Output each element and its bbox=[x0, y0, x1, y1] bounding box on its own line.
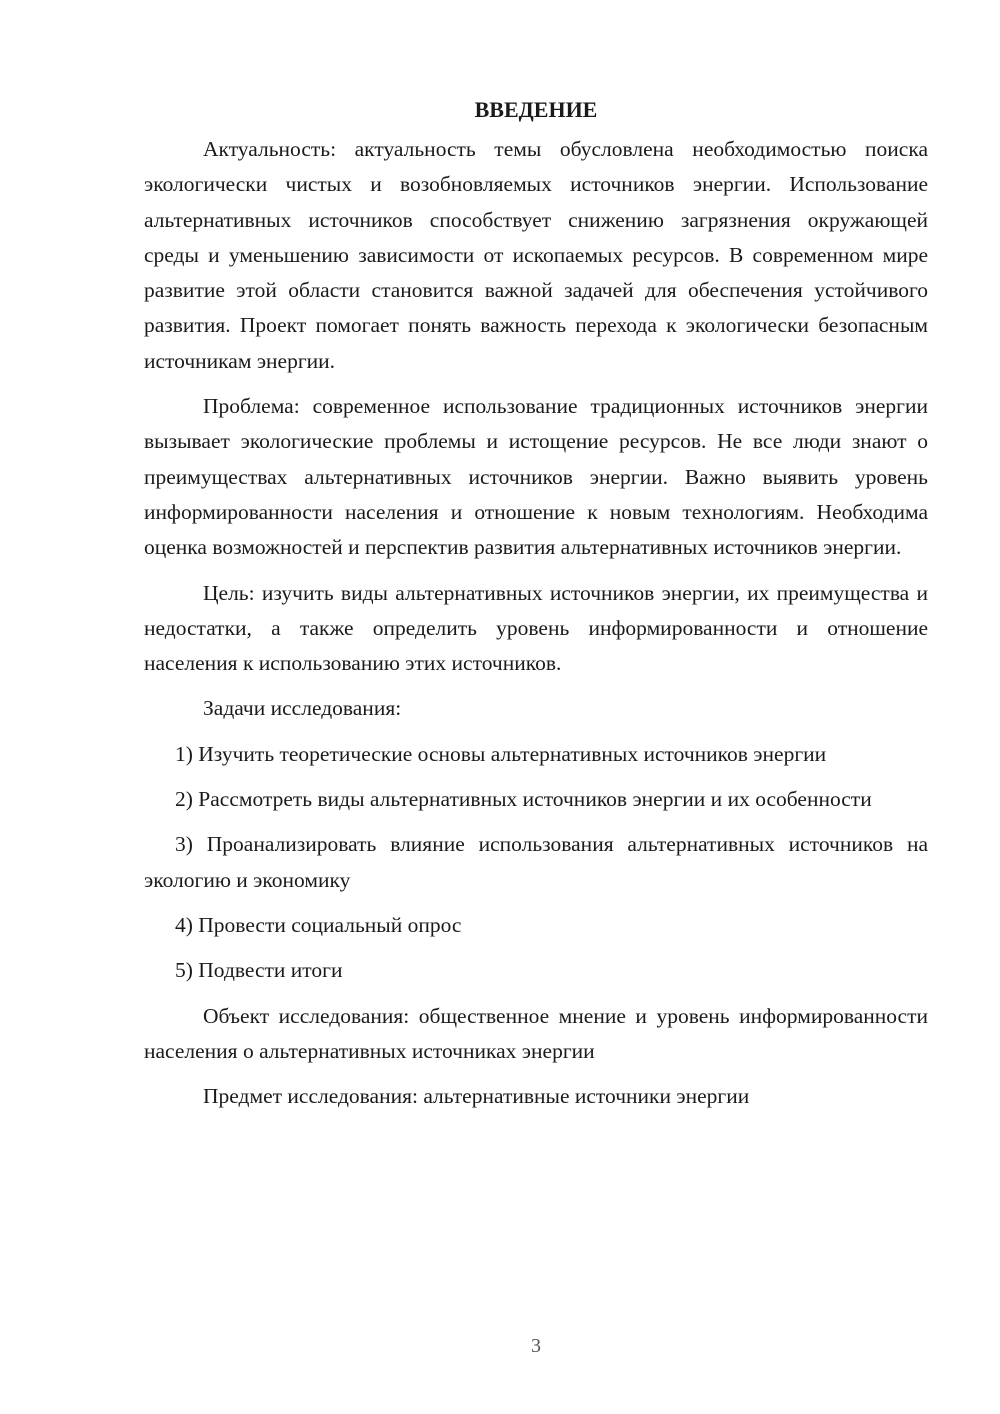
page-title: ВВЕДЕНИЕ bbox=[474, 97, 598, 122]
paragraph-goal: Цель: изучить виды альтернативных источников энергии, их преимущества и недостатки, а также определить уровень информированности и отношение населения к использованию этих источников. bbox=[144, 580, 928, 676]
page-content bbox=[144, 92, 928, 1124]
task-item-2: 2) Рассмотреть виды альтернативных источников энергии и их особенности bbox=[175, 787, 872, 812]
task-item-1: 1) Изучить теоретические основы альтернативных источников энергии bbox=[175, 741, 827, 766]
tasks-heading: Задачи исследования: bbox=[203, 696, 402, 721]
paragraph-relevance: Актуальность: актуальность темы обусловлена необходимостью поиска экологически чистых и возобновляемых источников энергии. Использование альтернативных источников способствует снижению загрязнения окружающей среды и уменьшению зависимости от ископаемых ресурсов. В современном мире развитие этой области становится важной задачей для обеспечения устойчивого развития. Проект помогает понять важность перехода к экологически безопасным источникам энергии. bbox=[144, 137, 928, 373]
task-item-3: 3) Проанализировать влияние использования альтернативных источников на экологию и экономику bbox=[144, 832, 928, 892]
paragraph-problem: Проблема: современное использование традиционных источников энергии вызывает экологические проблемы и истощение ресурсов. Не все люди знают о преимуществах альтернативных источников энергии. Важно выявить уровень информированности населения и отношение к новым технологиям. Необходима оценка возможностей и перспектив развития альтернативных источников энергии. bbox=[144, 394, 928, 560]
page-number: 3 bbox=[531, 1335, 541, 1357]
paragraph-object: Объект исследования: общественное мнение и уровень информированности населения о альтернативных источниках энергии bbox=[144, 1003, 928, 1063]
task-item-4: 4) Провести социальный опрос bbox=[175, 912, 462, 937]
paragraph-subject: Предмет исследования: альтернативные источники энергии bbox=[203, 1084, 750, 1109]
task-item-5: 5) Подвести итоги bbox=[175, 958, 343, 983]
